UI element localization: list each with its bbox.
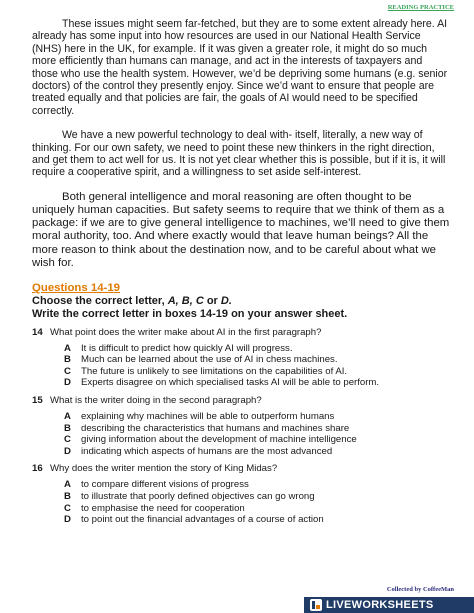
question-15	[32, 395, 450, 457]
option-text: to emphasise the need for cooperation	[81, 502, 245, 514]
option-text: explaining why machines will be able to outperform humans	[81, 411, 335, 423]
option-letter: B	[64, 354, 71, 366]
option-letter: D	[64, 377, 71, 389]
question-number: 15	[32, 395, 43, 407]
option-row[interactable]	[64, 446, 450, 458]
liveworksheets-brand-bar[interactable]	[304, 597, 474, 613]
instruction-choose-letters: A, B, C	[167, 295, 204, 308]
option-text: The future is unlikely to see limitations on the capabilities of AI.	[81, 365, 348, 377]
instruction-choose-last: D.	[220, 295, 232, 308]
option-letter: D	[64, 514, 71, 526]
option-row[interactable]	[64, 491, 450, 503]
option-row[interactable]	[64, 479, 450, 491]
option-text: to illustrate that poorly defined objectives can go wrong	[81, 491, 315, 503]
liveworksheets-logo-icon	[310, 599, 322, 611]
option-letter: B	[64, 422, 71, 434]
questions-heading: Questions 14-19	[32, 282, 120, 295]
option-text: Experts disagree on which specialised tasks AI will be able to perform.	[81, 377, 380, 389]
question-text: What point does the writer make about AI in the first paragraph?	[50, 326, 322, 338]
option-letter: C	[64, 502, 71, 514]
option-letter: B	[64, 491, 71, 503]
option-letter: C	[64, 434, 71, 446]
question-16	[32, 463, 450, 525]
instruction-choose-mid: or	[203, 295, 221, 308]
question-text: Why does the writer mention the story of King Midas?	[50, 463, 278, 475]
option-letter: C	[64, 365, 71, 377]
option-text: describing the characteristics that humans and machines share	[81, 422, 350, 434]
option-row[interactable]	[64, 343, 450, 355]
paragraph-2: We have a new powerful technology to deal with- itself, literally, a new way of thinking. For our own safety, we need to point these new thinkers in the right direction, and get them to act well for us. It is not yet clear whether this is possible, but if it is, it will require a cooperative spirit, and a willingness to set aside self-interest.	[32, 129, 446, 179]
paragraph-1: These issues might seem far-fetched, but they are to some extent already here. AI already has some input into how resources are used in our National Health Service (NHS) here in the UK, for example. If it was given a greater role, it might do so much more efficiently than humans can manage, and act in the interests of taxpayers and those who use the health system. However, we’d be depriving some humans (e.g. senior doctors) of the control they presently enjoy. Since we’d want to ensure that people are treated equally and that policies are fair, the goals of AI would need to be specified correctly.	[32, 18, 448, 117]
instruction-choose	[32, 295, 450, 308]
option-text: giving information about the development of machine intelligence	[81, 434, 357, 446]
instruction-write: Write the correct letter in boxes 14-19 on your answer sheet.	[32, 307, 348, 320]
option-row[interactable]	[64, 377, 450, 389]
reading-practice-tag: READING PRACTICE	[387, 4, 454, 11]
worksheet-page	[32, 18, 450, 526]
instruction-choose-pre: Choose the correct letter,	[32, 295, 168, 308]
option-row[interactable]	[64, 423, 450, 435]
option-text: to compare different visions of progress	[81, 479, 249, 491]
option-letter: A	[64, 479, 71, 491]
option-row[interactable]	[64, 514, 450, 526]
option-row[interactable]	[64, 434, 450, 446]
option-row[interactable]	[64, 366, 450, 378]
option-letter: A	[64, 411, 71, 423]
option-letter: A	[64, 342, 71, 354]
collected-by-credit: Collected by CoffeeMan	[386, 586, 454, 593]
option-text: to point out the financial advantages of a course of action	[81, 514, 324, 526]
question-number: 16	[32, 463, 43, 475]
option-row[interactable]	[64, 354, 450, 366]
option-row[interactable]	[64, 503, 450, 515]
question-14	[32, 327, 450, 389]
option-row[interactable]	[64, 411, 450, 423]
liveworksheets-brand-text: LIVEWORKSHEETS	[326, 599, 434, 611]
paragraph-3: Both general intelligence and moral reasoning are often thought to be uniquely human capacities. But safety seems to require that we think of them as a package: if we are to give general intelligence to machines, we’ll need to give them moral authority, too. And where exactly would that leave human beings? All the more reason to think about the destination now, and to be careful about what we wish for.	[32, 190, 450, 269]
question-text: What is the writer doing in the second paragraph?	[50, 395, 262, 407]
option-text: indicating which aspects of humans are the most advanced	[81, 445, 333, 457]
option-letter: D	[64, 445, 71, 457]
option-text: It is difficult to predict how quickly AI will progress.	[81, 342, 293, 354]
question-number: 14	[32, 326, 43, 338]
option-text: Much can be learned about the use of AI in chess machines.	[81, 354, 338, 366]
